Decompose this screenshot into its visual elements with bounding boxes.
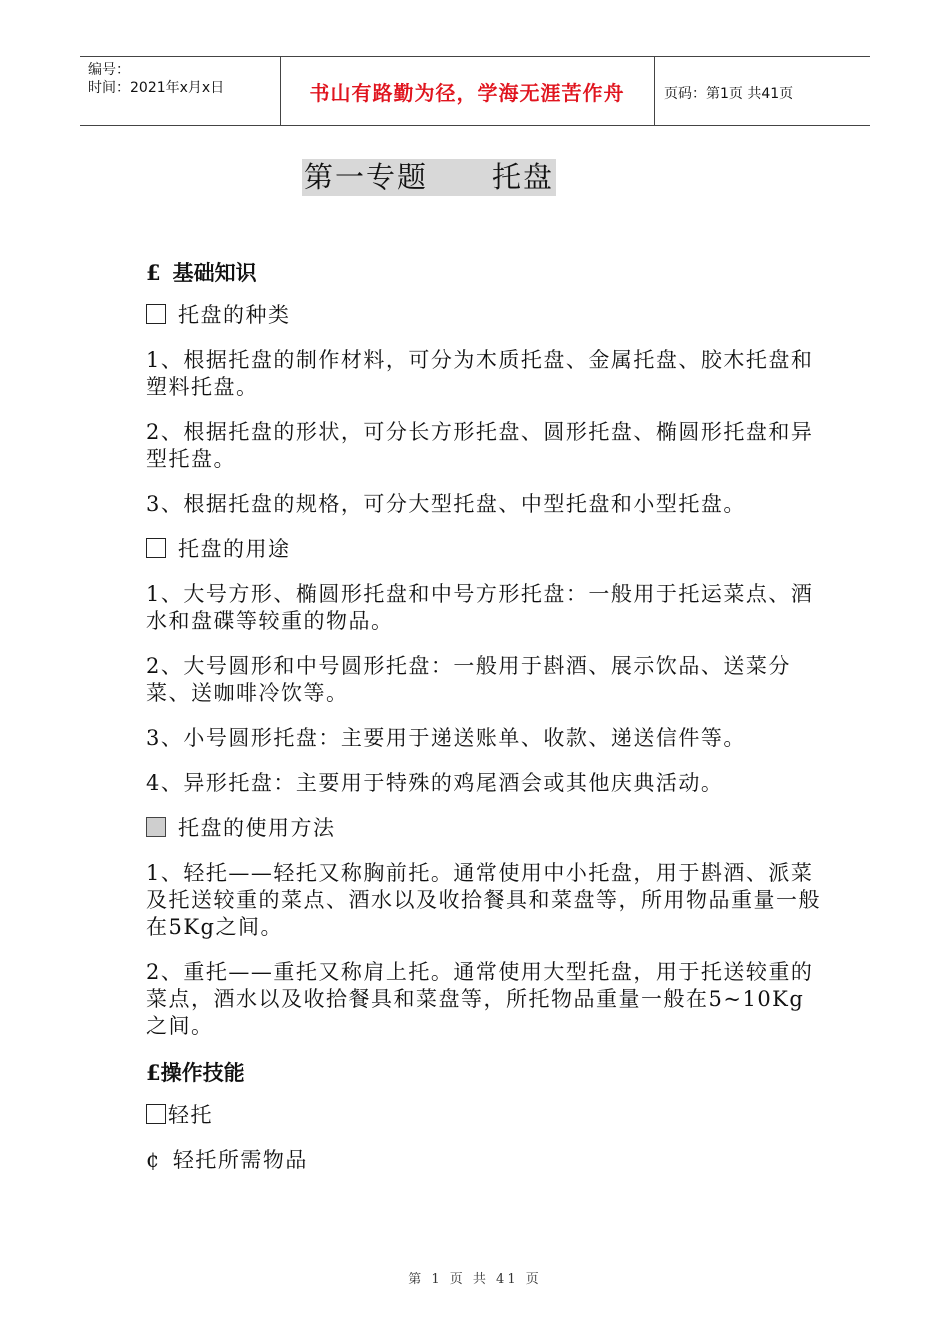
title-part1: 第一专题 — [304, 160, 429, 194]
subheading-label: 托盘的种类 — [178, 303, 291, 327]
number-label: 编号： — [88, 62, 130, 78]
header-left — [88, 61, 224, 97]
pound-bullet-icon: £ — [146, 1060, 161, 1085]
paragraph: 2、大号圆形和中号圆形托盘：一般用于斟酒、展示饮品、送菜分菜、送咖啡冷饮等。 — [146, 654, 791, 705]
checkbox-icon — [146, 304, 166, 324]
subheading-label: 托盘的使用方法 — [178, 816, 336, 840]
paragraph: 1、大号方形、椭圆形托盘和中号方形托盘：一般用于托运菜点、酒水和盘碟等较重的物品。 — [146, 582, 814, 633]
section-heading-skills — [146, 1058, 826, 1088]
title-part2: 托盘 — [492, 160, 555, 194]
header-motto: 书山有路勤为径，学海无涯苦作舟 — [309, 81, 625, 105]
header-table — [80, 56, 870, 126]
subheading-types — [146, 302, 826, 329]
paragraph: 2、根据托盘的形状，可分长方形托盘、圆形托盘、椭圆形托盘和异型托盘。 — [146, 420, 814, 471]
paragraph: 2、重托——重托又称肩上托。通常使用大型托盘，用于托送较重的菜点，酒水以及收拾餐具和菜盘等，所托物品重量一般在5~10Kg之间。 — [146, 960, 814, 1038]
header-page-label: 页码：第1页 共41页 — [664, 86, 794, 102]
paragraph: 3、小号圆形托盘：主要用于递送账单、收款、递送信件等。 — [146, 726, 746, 750]
paragraph: 1、根据托盘的制作材料，可分为木质托盘、金属托盘、胶木托盘和塑料托盘。 — [146, 348, 814, 399]
document-body — [146, 258, 826, 1174]
subheading-label: 轻托 — [168, 1103, 213, 1127]
subheading-light-items — [146, 1147, 826, 1174]
subheading-uses — [146, 536, 826, 563]
cent-bullet-icon: ¢ — [146, 1148, 161, 1172]
subheading-light — [146, 1102, 826, 1129]
paragraph: 4、异形托盘：主要用于特殊的鸡尾酒会或其他庆典活动。 — [146, 771, 724, 795]
section-title: 基础知识 — [172, 260, 257, 285]
pound-bullet-icon: £ — [146, 260, 161, 285]
checkbox-gray-icon — [146, 817, 166, 837]
checkbox-icon — [146, 538, 166, 558]
subheading-label: 轻托所需物品 — [172, 1148, 308, 1172]
subheading-label: 托盘的用途 — [178, 537, 291, 561]
paragraph: 1、轻托——轻托又称胸前托。通常使用中小托盘，用于斟酒、派菜及托送较重的菜点、酒水以及收拾餐具和菜盘等，所用物品重量一般在5Kg之间。 — [146, 861, 821, 939]
header-divider — [654, 57, 655, 125]
subheading-methods — [146, 815, 826, 842]
page-title — [302, 159, 556, 196]
section-title: 操作技能 — [160, 1060, 245, 1085]
section-heading-basics — [146, 258, 826, 288]
checkbox-icon — [146, 1104, 166, 1124]
page-footer: 第 1 页 共 41 页 — [408, 1272, 542, 1287]
paragraph: 3、根据托盘的规格，可分大型托盘、中型托盘和小型托盘。 — [146, 492, 746, 516]
time-label: 时间：2021年x月x日 — [88, 80, 225, 96]
